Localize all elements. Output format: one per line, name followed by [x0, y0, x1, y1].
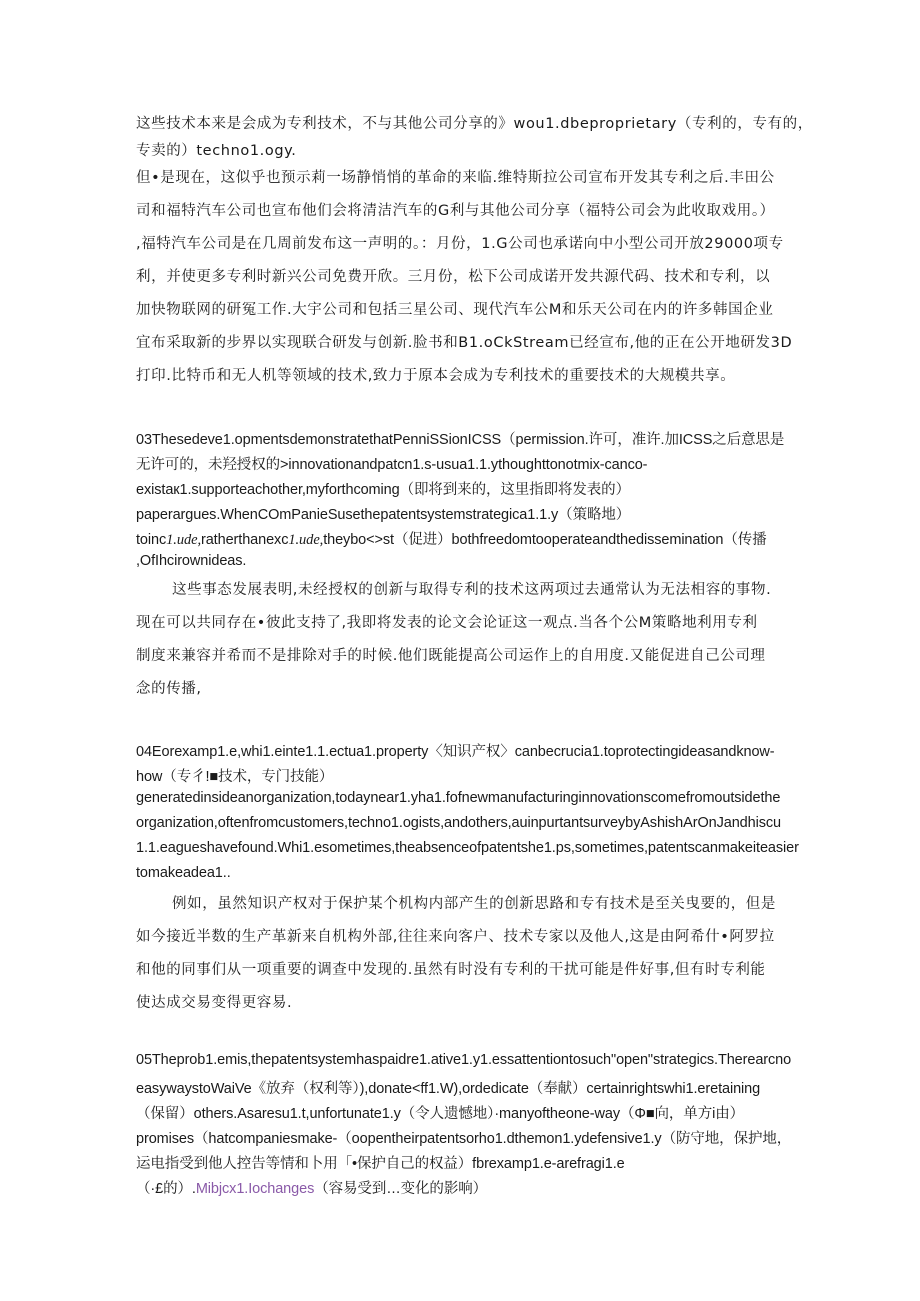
- text-line: organization,oftenfromcustomers,techno1.ogists,andothers,auinpurtantsurveybyAshishArOnJandhiscu: [136, 815, 781, 831]
- text-line: 这些技术本来是会成为专利技术，不与其他公司分享的》wou1.dbeproprietary（专利的，专有的，: [136, 116, 813, 132]
- text-span: theybo<>st（促进）bothfreedomtooperateandthedissemination（传播: [323, 532, 767, 548]
- text-line: [136, 528, 767, 549]
- text-line: existaк1.supporteachother,myforthcoming（即将到来的，这里指即将发表的）: [136, 482, 630, 498]
- text-span: （容易受到…变化的影响）: [314, 1181, 488, 1197]
- text-line: 宜布采取新的步界以实现联合研发与创新.脸书和B1.oCkStream已经宣布,他的正在公开地研发3D: [136, 335, 793, 351]
- text-line: 制度来兼容并希而不是排除对手的时候.他们既能提高公司运作上的自用度.又能促进自己公司理: [136, 648, 766, 664]
- text-line: 加快物联网的研冤工作.大宇公司和包括三星公司、现代汽车公M和乐天公司在内的许多韩国企业: [136, 302, 774, 318]
- text-span: exc: [266, 532, 289, 548]
- text-line: [136, 1177, 487, 1198]
- text-line: ,OfIhcirownideas.: [136, 553, 247, 569]
- text-line: 1.1.eagueshavefound.Whi1.esometimes,theabsenceofpatentshe1.ps,sometimes,patentscanmakeiteasier: [136, 840, 799, 856]
- text-line: 现在可以共同存在•彼此支持了,我即将发表的论文会论证这一观点.当各个公M策略地利用专利: [136, 615, 758, 631]
- text-line: tomakeadea1..: [136, 865, 231, 881]
- text-line: ,福特汽车公司是在几周前发布这一声明的。：月份，1.G公司也承诺向中小型公司开放29000项专: [136, 236, 784, 252]
- text-span: toinc: [136, 532, 167, 548]
- text-span: ratherthan: [200, 532, 267, 548]
- text-line: 念的传播,: [136, 681, 202, 697]
- text-line: 03Thesedeve1.opmentsdemonstratethatPenniSSionICSS（permission.许可，准许.加ICSS之后意思是: [136, 432, 785, 448]
- text-line: easywaystoWaiVe《放弃（权利等）),donate<ff1.W),ordedicate（奉献）certainrightswhi1.eretaining: [136, 1081, 761, 1097]
- text-line: 和他的同事们从一项重要的调查中发现的.虽然有时没有专利的干扰可能是件好事,但有时专利能: [136, 962, 766, 978]
- text-line: promises（hatcompaniesmake-（oopentheirpatentsorho1.dthemon1.ydefensive1.y（防守地，保护地，: [136, 1131, 792, 1147]
- text-line: 专卖的）techno1.ogy.: [136, 143, 297, 159]
- text-span-purple: Mibjcx1.Iochanges: [195, 1181, 315, 1197]
- text-line: 运电指受到他人控告等情和卜用「•保护自己的权益）fbrexamp1.e-arefragi1.e: [136, 1156, 625, 1172]
- text-line: 无许可的，未羟授权的>innovationandpatcn1.s-usua1.1.ythoughttonotmix-canco-: [136, 457, 648, 473]
- text-line: 使达成交易变得更容易.: [136, 995, 293, 1011]
- text-span: （·£的）.: [136, 1181, 196, 1197]
- text-line: 05Theprob1.emis,thepatentsystemhaspaidre1.ative1.y1.essattentiontosuch"open"strategics.Therearcno: [136, 1052, 792, 1068]
- text-line: 打印.比特币和无人机等领域的技术,致力于原本会成为专利技术的重要技术的大规模共享。: [136, 368, 736, 384]
- text-line: 但•是现在，这似乎也预示莉一场静悄悄的革命的来临.维特斯拉公司宣布开发其专利之后.丰田公: [136, 170, 775, 186]
- text-line: 这些事态发展表明,未经授权的创新与取得专利的技术这两项过去通常认为无法相容的事物.: [172, 582, 772, 598]
- text-line: 司和福特汽车公司也宣布他们会将清洁汽车的G利与其他公司分享（福特公司会为此收取戏用。）: [136, 203, 775, 219]
- text-span-italic: 1.ude,: [288, 532, 324, 548]
- text-line: 利，并使更多专利时新兴公司免费开欣。三月份，松下公司成诺开发共源代码、技术和专利，以: [136, 269, 771, 285]
- text-line: 如今接近半数的生产革新来自机构外部,往往来向客户、技术专家以及他人,这是由阿希什•阿罗拉: [136, 929, 775, 945]
- text-line: 例如，虽然知识产权对于保护某个机构内部产生的创新思路和专有技术是至关曳要的，但是: [172, 896, 776, 912]
- text-line: （保留）others.Asaresu1.t,unfortunate1.y（令人遗憾地）·manyoftheone-way（Φ■向，单方i由）: [136, 1106, 745, 1122]
- text-line: 04Eorexamp1.e,whi1.einte1.1.ectua1.property〈知识产权〉canbecrucia1.toprotectingideasandknow-: [136, 744, 775, 760]
- text-span-italic: 1.ude,: [166, 532, 201, 548]
- text-line: paperargues.WhenCOmPanieSusethepatentsystemstrategica1.1.y（策略地）: [136, 507, 631, 523]
- text-line: generatedinsideanorganization,todaynear1.yha1.fofnewmanufacturinginnovationscomefromoutsidethe: [136, 790, 781, 806]
- text-line: how（专彳!■技术，专门技能）: [136, 769, 334, 785]
